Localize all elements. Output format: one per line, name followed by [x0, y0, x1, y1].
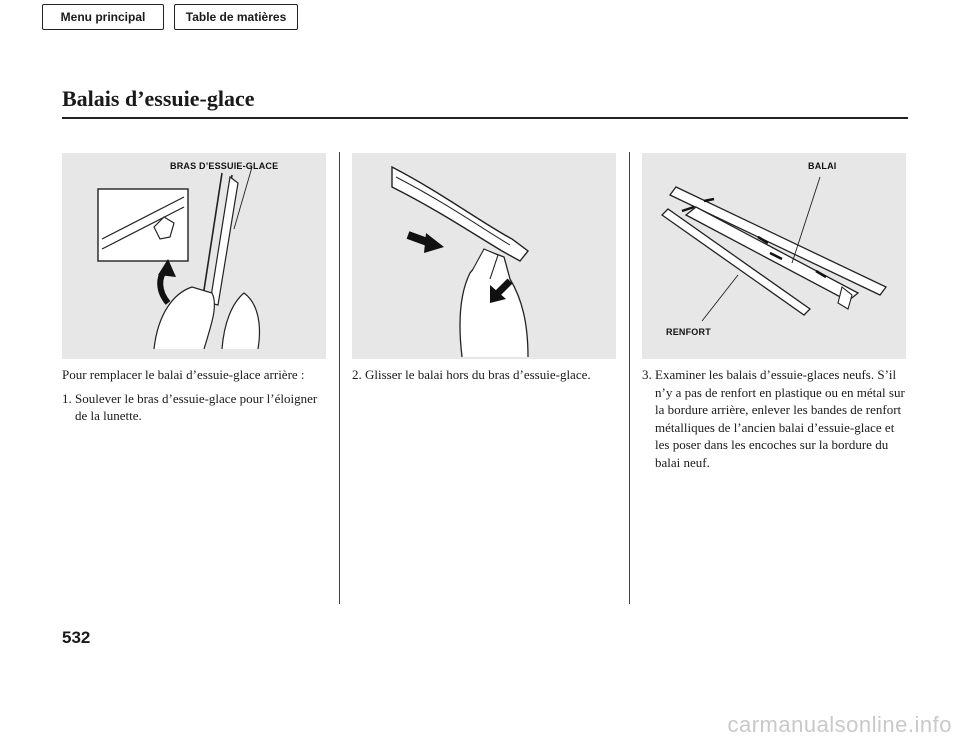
watermark: carmanualsonline.info: [727, 712, 952, 737]
column-3-text: [642, 366, 906, 471]
column-divider: [339, 152, 340, 604]
reinforcement-label: RENFORT: [666, 327, 711, 337]
column-divider: [629, 152, 630, 604]
blade-slide-illustration: [352, 153, 616, 359]
step-2: 2. Glisser le balai hors du bras d’essuie-glace.: [352, 367, 591, 382]
figure-blade-slide: [352, 153, 616, 359]
figure-wiper-arm-lift: [62, 153, 326, 359]
main-menu-button[interactable]: Menu principal: [42, 4, 164, 30]
wiper-arm-illustration: [62, 153, 326, 359]
blade-label: BALAI: [808, 161, 837, 171]
step-3: 3. Examiner les balais d’essuie-glaces neufs. S’il n’y a pas de renfort en plastique ou en métal sur la bordure arrière, enlever les bandes de renfort métalliques de l’ancien balai d’essuie-glace et les poser dans les encoches sur la bordure du balai neuf.: [642, 367, 905, 470]
step-1: 1. Soulever le bras d’essuie-glace pour l’éloigner de la lunette.: [62, 390, 318, 423]
column-2-text: [352, 366, 624, 384]
table-of-contents-button[interactable]: Table de matières: [174, 4, 298, 30]
intro-paragraph: Pour remplacer le balai d’essuie-glace arrière :: [62, 367, 305, 382]
title-divider: [62, 117, 908, 119]
page-title: Balais d’essuie-glace: [62, 86, 255, 111]
wiper-arm-label: BRAS D’ESSUIE-GLACE: [170, 161, 279, 171]
page-number: 532: [62, 628, 91, 647]
column-1-text: [62, 366, 330, 425]
figure-blade-reinforcement: [642, 153, 906, 359]
